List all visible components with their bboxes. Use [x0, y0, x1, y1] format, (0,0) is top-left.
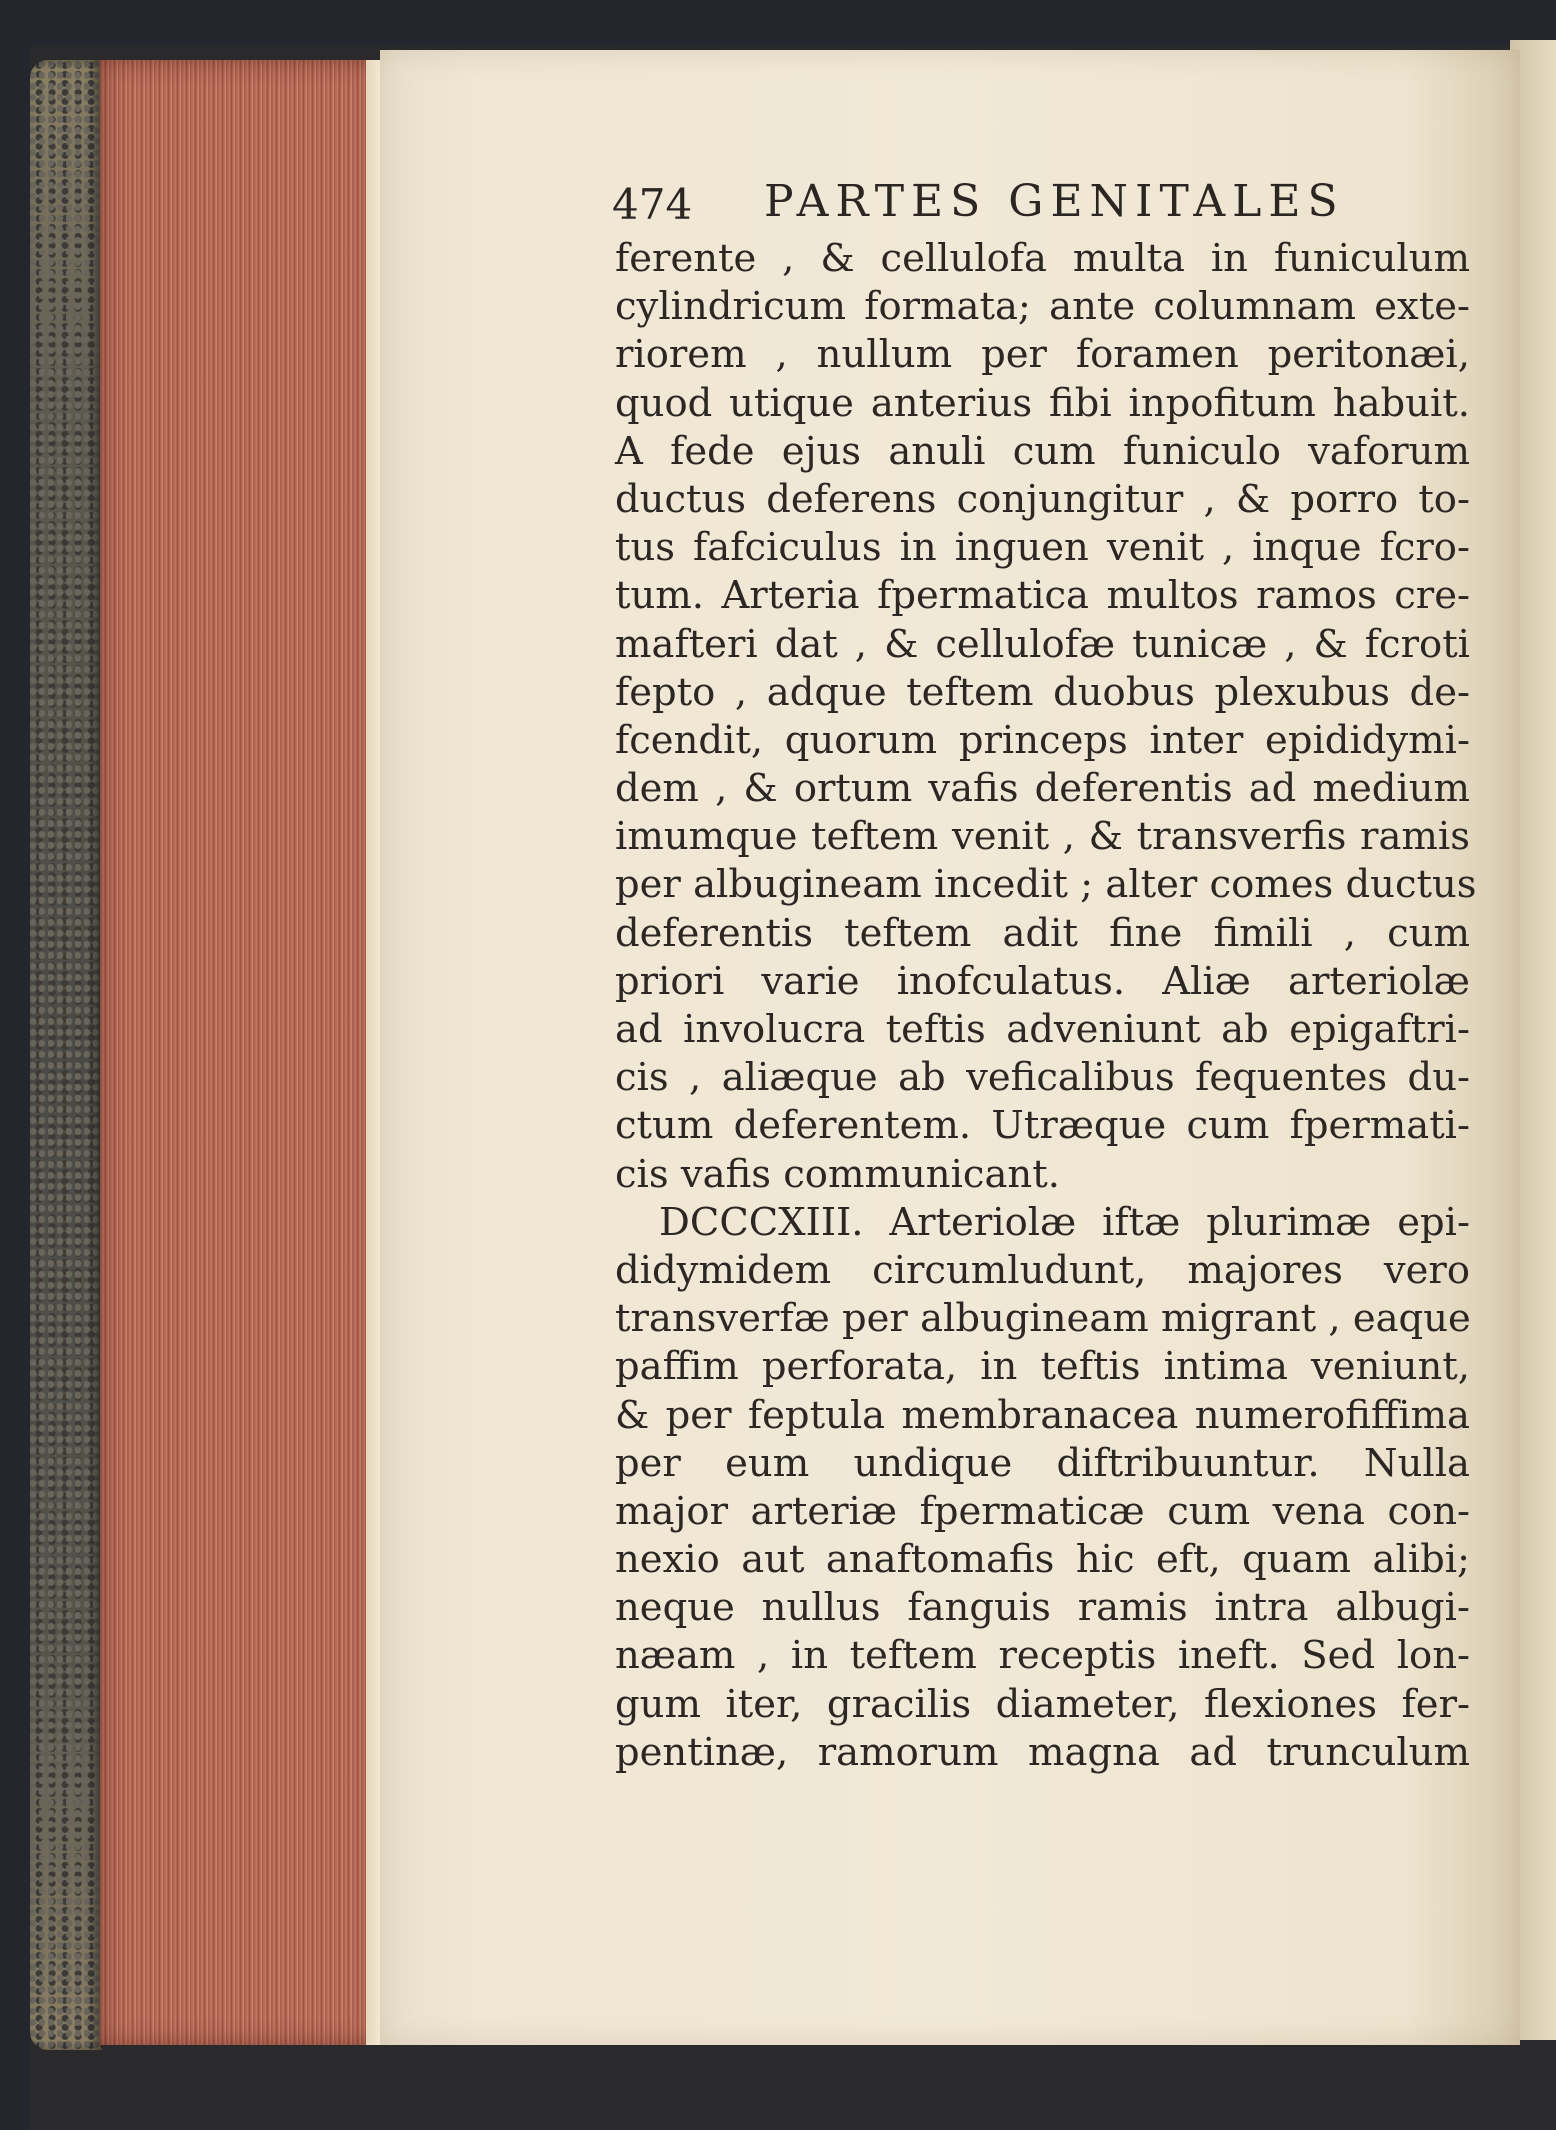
- text-line: deferentis teftem adit fine fimili , cum: [615, 910, 1470, 956]
- text-line: cylindricum formata; ante columnam exte-: [615, 284, 1470, 330]
- page-body-text: [615, 235, 1477, 1777]
- text-line: fepto , adque teftem duobus plexubus de-: [615, 669, 1470, 715]
- text-line: tum. Arteria fpermatica multos ramos cre-: [615, 573, 1470, 619]
- text-line: cis , aliæque ab veficalibus fequentes du-: [615, 1055, 1470, 1101]
- text-line: fcendit, quorum princeps inter epididymi-: [615, 717, 1470, 763]
- text-line: quod utique anterius fibi inpofitum habuit.: [615, 380, 1470, 426]
- book-cover: [30, 60, 102, 2050]
- text-line: ad involucra teftis adveniunt ab epigaftri-: [615, 1007, 1470, 1052]
- text-line: riorem , nullum per foramen peritonæi,: [615, 332, 1470, 378]
- text-line: didymidem circumludunt, majores vero: [615, 1247, 1470, 1293]
- text-line: major arteriæ fpermaticæ cum vena con-: [615, 1488, 1470, 1534]
- running-header: [612, 176, 1372, 236]
- text-line: pentinæ, ramorum magna ad trunculum: [615, 1729, 1470, 1775]
- text-line: per albugineam incedit ; alter comes ductus: [615, 862, 1477, 908]
- text-line: mafteri dat , & cellulofæ tunicæ , & fcroti: [615, 621, 1470, 667]
- text-line: ctum deferentem. Utræque cum fpermati-: [615, 1103, 1470, 1149]
- text-line: gum iter, gracilis diameter, flexiones fer-: [615, 1681, 1470, 1727]
- text-line: & per feptula membranacea numerofiffima: [615, 1392, 1470, 1438]
- text-line: per eum undique diftribuuntur. Nulla: [615, 1440, 1470, 1486]
- text-line: neque nullus fanguis ramis intra albugi-: [615, 1585, 1470, 1631]
- text-line: paffim perforata, in teftis intima veniunt,: [615, 1344, 1470, 1390]
- page-edges: [100, 60, 380, 2045]
- text-line: A fede ejus anuli cum funiculo vaforum: [615, 428, 1470, 474]
- text-line: tus fafciculus in inguen venit , inque fcro-: [615, 525, 1470, 571]
- text-line: cis vafis communicant.: [615, 1151, 1060, 1197]
- running-title: PARTES GENITALES: [764, 176, 1345, 227]
- text-line: dem , & ortum vafis deferentis ad medium: [615, 766, 1470, 812]
- page-number: 474: [612, 180, 693, 229]
- text-line: ductus deferens conjungitur , & porro to-: [615, 476, 1470, 522]
- text-line: ferente , & cellulofa multa in funiculum: [615, 236, 1470, 281]
- text-line: transverfæ per albugineam migrant , eaque: [615, 1296, 1471, 1342]
- text-line: imumque teftem venit , & transverfis ramis: [615, 814, 1470, 860]
- text-line: nexio aut anaftomafis hic eft, quam alibi;: [615, 1537, 1470, 1583]
- text-line: priori varie inofculatus. Aliæ arteriolæ: [615, 958, 1470, 1004]
- section-heading-line: DCCCXIII. Arteriolæ iftæ plurimæ epi-: [659, 1199, 1470, 1245]
- text-line: næam , in teftem receptis ineft. Sed lon-: [615, 1633, 1470, 1679]
